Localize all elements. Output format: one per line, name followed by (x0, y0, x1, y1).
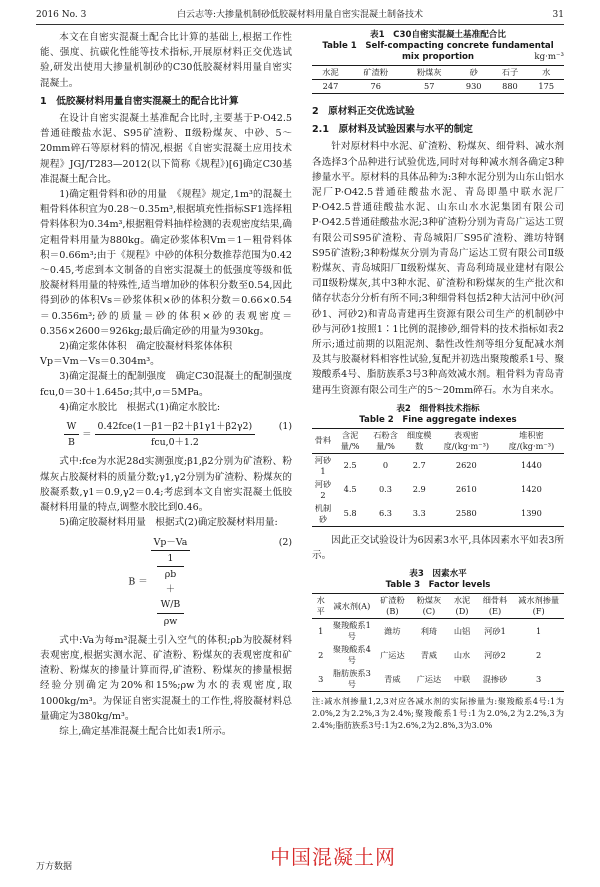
table-header-cell: 粉煤灰(C) (411, 594, 448, 619)
table-cell: 1440 (521, 460, 542, 471)
paragraph: 2)确定浆体体积 确定胶凝材料浆体体积 (59, 341, 233, 353)
eq1-lhs (64, 419, 80, 450)
table-cell: 混掺砂 (477, 667, 513, 692)
table-cell: 广运达 (380, 649, 405, 660)
table1-caption-cn: 表1 C30自密实混凝土基准配合比 (370, 30, 506, 40)
table-header-cell: 水泥 (312, 66, 349, 80)
section-2-1-heading: 2.1 原材料及试验因素与水平的制定 (312, 124, 473, 136)
table1-caption (312, 30, 564, 63)
table1-unit: kg·m⁻³ (534, 52, 564, 62)
table3-caption-en: Table 3 Factor levels (385, 580, 491, 591)
article-title-header: 白云志等:大掺量机制砂低胶凝材料用量自密实混凝土制备技术 (176, 10, 424, 20)
equation-2 (40, 535, 292, 629)
watermark: 中国混凝土网 (270, 845, 396, 869)
table-cell: 6.3 (366, 502, 404, 527)
table-cell: 2 (318, 649, 324, 660)
section-2-heading: 2 原材料正交优选试验 (312, 106, 415, 117)
eq1-rhs (95, 419, 256, 450)
table-header-cell: 矿渣粉(B) (374, 594, 410, 619)
table1 (312, 65, 564, 94)
paragraph: 4)确定水胶比 根据式(1)确定水胶比: (59, 401, 221, 413)
table-cell: 1 (535, 625, 542, 636)
eq2-d1-den: ρb (164, 568, 177, 580)
eq2-lhs: B ＝ (128, 576, 148, 588)
table-cell: 河砂2 (314, 478, 332, 500)
table1-caption-en: Table 1 Self-compacting concrete fundamental (322, 41, 554, 51)
table1-caption-en-2: mix proportion (401, 52, 475, 62)
table-cell: 2610 (455, 484, 477, 495)
table-cell: 河砂2 (484, 649, 506, 660)
paragraph: 5)确定胶凝材料用量 根据式(2)确定胶凝材料用量: (59, 517, 278, 529)
paragraph: 因此正交试验设计为6因素3水平,具体因素水平如表3所示。 (312, 534, 564, 562)
table-cell: 930 (456, 80, 492, 94)
table-row (312, 667, 564, 692)
table-row (312, 80, 564, 94)
paragraph: 针对原材料中水泥、矿渣粉、粉煤灰、细骨料、减水剂各选择3个品种进行试验优选,同时对每种减水剂各确定3种掺量水平。原材料的具体品种为:3种水泥分别为山东山铝水泥厂P·O42.5普通硅酸盐水泥、青岛即墨中联水泥厂P·O42.5普通硅酸盐水泥、山东山水水泥集团有限公司P·O42.5普通硅酸盐水泥;3种矿渣粉分别为青岛广运达工贸有限公司S95矿渣粉、青岛城阳厂S95矿渣粉、潍坊特钢S95矿渣粉;3种粉煤灰分别为青岛广运达工贸有限公司Ⅱ级粉煤灰、青岛城阳厂Ⅱ级粉煤灰、青岛利琦晟业建材有限公司Ⅱ级粉煤灰,其中3种水泥、矿渣粉和粉煤灰的生产批次和储存状态分分析有所不同;3种细骨料包括2种大沽河中砂(河砂1、河砂2)和青岛青建再生资源有限公司生产的机制砂中砂与河砂1按照1∶1比例的混掺砂,细骨料的技术指标如表2所示;通过前期的以阻泥剂、黏性改性剂等组分复配减水剂及其与胶凝材料相容性试验,复配并初选出聚羧酸系1号、聚羧酸系4号、脂肪族系3号3种高效减水剂。粗骨料为青岛青建再生资源有限公司生产的5～20mm碎石。水为自来水。 (312, 141, 564, 396)
footer-source: 万方数据 (36, 862, 73, 872)
table-header-cell: 堆积密度/(kg·m⁻³) (499, 428, 564, 453)
table-header-cell: 水 (528, 66, 564, 80)
table-cell: 1420 (521, 484, 542, 495)
table-cell: 广运达 (411, 667, 448, 692)
table-cell: 2.7 (412, 460, 426, 471)
intro-paragraph: 本文在自密实混凝土配合比计算的基础上,根据工作性能、强度、抗碳化性能等技术指标,开展原材料正交优选试验,研发出使用大掺量机制砂的C30低胶凝材料用量自密实混凝土。 (40, 32, 292, 89)
table-cell: 山铝 (453, 625, 471, 636)
table3-note: 注:减水剂掺量1,2,3对应各减水剂的实际掺量为:聚羧酸系4号:1为2.0%,2为2.2%,3为2.4%;聚羧酸系1号:1为2.0%,2为2.2%,3为2.4%;脂肪族系3号:1为2.6%,2为2.8%,3为3.0% (312, 696, 564, 731)
table3 (312, 593, 564, 692)
table-cell: 脂肪族系3号 (330, 667, 375, 692)
table-row (312, 643, 564, 667)
table-row (312, 478, 564, 502)
paragraph: 3)确定混凝土的配制强度 确定C30混凝土的配制强度fcu,0＝30＋1.645σ;其中,σ＝5MPa。 (40, 371, 292, 398)
table2 (312, 428, 564, 527)
table-cell: 5.8 (334, 502, 366, 527)
paragraph: Vp＝Vm－Vs＝0.304m³。 (40, 356, 160, 368)
table-cell: 2 (535, 649, 542, 660)
table-cell: 青威 (374, 667, 410, 692)
table-cell: 河砂1 (314, 454, 332, 476)
eq1-num: 0.42fce(1－β1－β2＋β1γ1＋β2γ2) (95, 419, 256, 435)
table-header-cell: 减水剂掺量(F) (513, 594, 564, 619)
table-cell: 2.5 (343, 460, 357, 471)
table-header-cell: 含泥量/% (334, 428, 366, 453)
table-header-cell: 水平 (312, 594, 330, 619)
table-cell: 1390 (499, 502, 564, 527)
table2-caption-cn: 表2 细骨料技术指标 (396, 403, 480, 414)
paragraph: 式中:fce为水泥28d实测强度;β1,β2分别为矿渣粉、粉煤灰占胶凝材料的质量分数;γ1,γ2分别为矿渣粉、粉煤灰的胶凝系数,γ1＝0.9,γ2＝0.4;考虑到本文自密实混凝土低胶凝材料用量的特点,调整水胶比到0.46。 (40, 456, 292, 514)
table-cell: 潍坊 (384, 625, 401, 636)
table-header-cell: 细度模数 (405, 428, 434, 453)
table-cell: 0.3 (378, 484, 392, 495)
issue-label: 2016 No. 3 (36, 10, 87, 20)
table-cell: 聚羧酸系1号 (332, 620, 371, 642)
table-cell: 57 (402, 80, 455, 94)
equation-1: $\frac{W}{B}$ ＝ $\frac{\text{0.42fce(1－β1－β2＋β1γ1＋β2γ2)}}{\text{fcu,0＋1.2}}$ (1) (40, 419, 292, 450)
eq2-d2-num: W/B (157, 597, 185, 613)
table-cell: 2.9 (412, 484, 426, 495)
table-cell: 4.5 (343, 484, 357, 495)
section-1-heading: 1 低胶凝材料用量自密实混凝土的配合比计算 (40, 95, 239, 107)
eq1-number: (1) (278, 421, 292, 433)
table-cell: 2620 (455, 460, 477, 471)
table-cell: 山水 (453, 649, 471, 660)
left-column (40, 30, 292, 739)
table-cell: 1 (318, 625, 324, 636)
table-header-cell: 细骨料(E) (477, 594, 513, 619)
table-header-cell: 表观密度/(kg·m⁻³) (434, 428, 499, 453)
right-column (312, 30, 564, 731)
page-number: 31 (552, 10, 564, 20)
table2-caption-en: Table 2 Fine aggregate indexes (359, 414, 517, 425)
table-cell: 聚羧酸系4号 (332, 644, 371, 666)
table-header-cell: 骨料 (312, 428, 334, 453)
table-cell: 175 (528, 80, 564, 94)
eq1-lhs-den: B (67, 437, 75, 449)
table-cell: 机制砂 (312, 502, 334, 527)
eq1-lhs-num: W (64, 419, 80, 435)
table-header-cell: 水泥(D) (447, 594, 477, 619)
eq2-number: (2) (278, 536, 292, 548)
table-cell: 0 (382, 460, 389, 471)
eq2-d2-den: ρw (163, 615, 178, 627)
table2-caption (312, 404, 564, 426)
table-row (312, 502, 564, 527)
table-row (312, 453, 564, 478)
table-header-cell: 石子 (491, 66, 528, 80)
table-cell: 3.3 (405, 502, 434, 527)
table-cell: 青威 (420, 649, 438, 660)
table-cell: 880 (491, 80, 528, 94)
table3-caption (312, 569, 564, 591)
eq1-den: fcu,0＋1.2 (150, 437, 199, 449)
table3-caption-cn: 表3 因素水平 (409, 569, 467, 580)
table-header-cell: 矿渣粉 (349, 66, 402, 80)
eq2-den: 1 ρb ＋ W/B ρw (151, 551, 191, 629)
table-cell: 河砂1 (484, 625, 506, 636)
eq2-rhs (151, 535, 191, 629)
table-header-cell: 砂 (456, 66, 492, 80)
header-rule (36, 24, 564, 25)
paragraph: 在设计自密实混凝土基准配合比时,主要基于P·O42.5普通硅酸盐水泥、S95矿渣粉、Ⅱ级粉煤灰、中砂、5～20mm碎石等原材料的情况,根据《自密实混凝土应用技术规程》JGJ/T283—2012(以下简称《规程》)[6]确定C30基准混凝土配合比。 (40, 113, 292, 185)
table-header-cell: 减水剂(A) (330, 594, 375, 619)
paragraph: 式中:Va为每m³混凝土引入空气的体积;ρb为胶凝材料表观密度,根据实测水泥、矿渣粉、粉煤灰的表观密度和矿渣粉、粉煤灰的掺量计算而得,矿渣粉、粉煤灰的掺量根据经验分别确定为20%和15%;ρw为水的表观密度,取1000kg/m³。为保证自密实混凝土的工作性,将胶凝材料总量确定为380kg/m³。 (40, 634, 292, 722)
table-row (312, 619, 564, 644)
table-cell: 3 (513, 667, 564, 692)
table-header-cell: 粉煤灰 (402, 66, 455, 80)
paragraph: 1)确定粗骨料和砂的用量 《规程》规定,1m³的混凝土粗骨料体积宜为0.28～0.35m³,根据填充性指标SF1选择粗骨料体积为0.34m³,根据粗骨料抽样检测的表观密度结果,确定粗骨料用量为880kg。确定砂浆体积Vm＝1－粗骨料体积＝0.66m³;由于《规程》中砂的体积分数推荐范围为0.42～0.45,考虑到本文制备的自密实混凝土的低强度等级和低胶凝材料用量的特殊性,适当增加砂的体积分数至0.54,因此得到砂的体积Vs＝砂浆体积×砂的体积分数＝0.66×0.54＝0.356m³;砂的质量＝砂的体积×砂的表观密度＝0.356×2600＝926kg;最后确定砂的用量为930kg。 (40, 189, 292, 337)
eq2-d1-num: 1 (157, 551, 185, 567)
table-header-cell: 石粉含量/% (366, 428, 404, 453)
table-cell: 3 (312, 667, 330, 692)
table-cell: 利琦 (420, 625, 438, 636)
eq2-num: Vp－Va (151, 535, 191, 551)
table-cell: 247 (312, 80, 349, 94)
table-cell: 中联 (447, 667, 477, 692)
running-header (36, 8, 564, 22)
table-cell: 76 (349, 80, 402, 94)
table-cell: 2580 (434, 502, 499, 527)
paragraph: 综上,确定基准混凝土配合比如表1所示。 (59, 725, 232, 737)
